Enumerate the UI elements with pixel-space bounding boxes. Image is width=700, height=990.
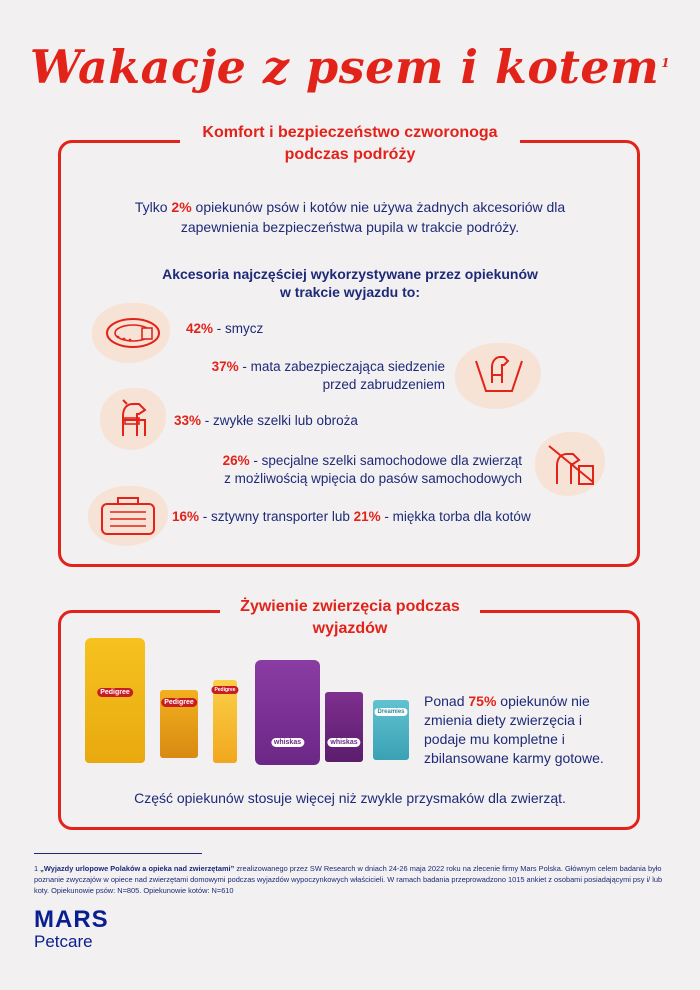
pedigree-bag <box>85 638 145 763</box>
title-footnote-marker: 1 <box>661 55 671 70</box>
products-image <box>80 630 420 770</box>
stat-seat-mat <box>180 358 445 394</box>
feeding-before: Ponad <box>424 693 469 709</box>
comfort-heading-line1: Komfort i bezpieczeństwo czworonoga <box>202 124 498 141</box>
accessories-heading-line1: Akcesoria najczęściej wykorzystywane przez opiekunów <box>162 266 538 282</box>
dreamies-pack <box>373 700 409 760</box>
feeding-heading-line2: wyjazdów <box>312 620 388 637</box>
logo-mars: MARS <box>34 906 109 933</box>
feeding-pct: 75% <box>468 693 497 709</box>
stat-leash <box>186 320 263 338</box>
whiskas-pouch <box>325 692 363 762</box>
car-harness-icon <box>543 436 599 492</box>
pedigree-pouch-logo: Pedigree <box>161 698 197 707</box>
intro-after: opiekunów psów i kotów nie używa żadnych akcesoriów dla zapewnienia bezpieczeństwa pupila w trakcie podróży. <box>180 199 566 235</box>
stat-leash-pct: 42% <box>186 321 214 336</box>
accessories-heading-line2: w trakcie wyjazdu to: <box>279 284 421 300</box>
footnote-divider <box>34 853 202 854</box>
feeding-text <box>424 692 624 768</box>
logo-petcare: Petcare <box>34 932 93 951</box>
stat-car-harness-pct: 26% <box>222 453 250 468</box>
seat-mat-icon <box>470 347 528 399</box>
feeding-heading-line1: Żywienie zwierzęcia podczas <box>240 598 460 615</box>
stat-seat-mat-text: - mata zabezpieczająca siedzenie <box>238 359 445 374</box>
stat-carrier-text: - sztywny transporter lub <box>199 509 354 524</box>
comfort-heading <box>180 122 520 166</box>
whiskas-bag-logo: whiskas <box>271 738 304 747</box>
comfort-heading-line2: podczas podróży <box>284 146 416 163</box>
stat-leash-text: - smycz <box>213 321 264 336</box>
stat-carrier <box>172 508 531 526</box>
pedigree-dentastix-logo: Pedigree <box>211 686 238 694</box>
accessories-heading <box>130 265 570 301</box>
footnote <box>34 863 674 896</box>
whiskas-pouch-logo: whiskas <box>327 738 360 747</box>
intro-text <box>100 197 600 237</box>
dog-harness-icon <box>105 390 161 446</box>
pedigree-pouch <box>160 690 198 758</box>
footnote-rest: zrealizowanego przez SW Research w dniach 24-26 maja 2022 roku na zlecenie firmy Mars Polska. Głównym celem badania było poznanie zwyczajów w opiece nad zwierzętami domowymi podczas wyjazdów wypoczynkowych właścicieli. W ramach badania przeprowadzono 1015 ankiet z osobami posiadającymi psy i/ lub koty. Opiekunowie psów: N=805. Opiekunowie kotów: N=610 <box>34 864 663 895</box>
feeding-after: opiekunów nie zmienia diety zwierzęcia i podaje mu kompletne i zbilansowane karmy gotowe. <box>424 693 604 766</box>
dreamies-logo: Dreamies <box>374 708 407 716</box>
collar-icon <box>102 310 164 356</box>
page-title-text: Wakacje z psem i kotem <box>29 40 660 94</box>
footnote-marker: 1 <box>34 864 41 873</box>
stat-carrier-pct: 16% <box>172 509 200 524</box>
stat-car-harness-text: - specjalne szelki samochodowe dla zwierząt <box>249 453 522 468</box>
stat-car-harness-text2: z możliwością wpięcia do pasów samochodowych <box>224 471 522 486</box>
stat-harness <box>174 412 358 430</box>
stat-carrier-text2: - miękka torba dla kotów <box>380 509 531 524</box>
mars-petcare-logo <box>34 908 109 952</box>
pedigree-dentastix <box>213 680 237 763</box>
stat-carrier-pct2: 21% <box>353 509 381 524</box>
intro-pct: 2% <box>171 199 192 215</box>
treats-text: Część opiekunów stosuje więcej niż zwykle przysmaków dla zwierząt. <box>134 790 566 806</box>
stat-harness-pct: 33% <box>174 413 202 428</box>
footnote-bold: „Wyjazdy urlopowe Polaków a opieka nad zwierzętami” <box>40 864 235 873</box>
page-title <box>0 40 700 110</box>
carrier-icon <box>94 492 162 540</box>
stat-harness-text: - zwykłe szelki lub obroża <box>201 413 358 428</box>
stat-car-harness <box>160 452 522 488</box>
stat-seat-mat-text2: przed zabrudzeniem <box>322 377 445 392</box>
pedigree-bag-logo: Pedigree <box>97 688 133 697</box>
whiskas-bag <box>255 660 320 765</box>
intro-before: Tylko <box>134 199 172 215</box>
stat-seat-mat-pct: 37% <box>211 359 239 374</box>
